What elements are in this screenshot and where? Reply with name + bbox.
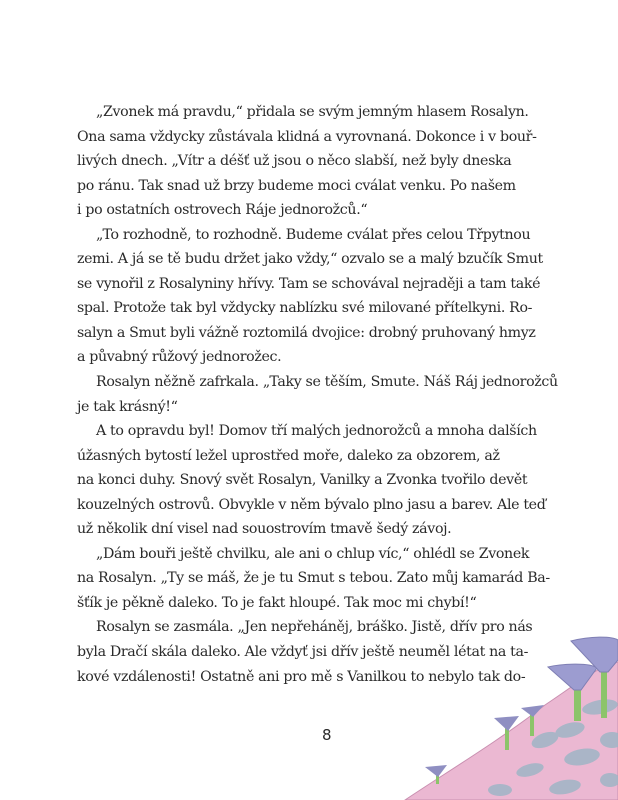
text-line: salyn a Smut byli vážně roztomilá dvojice: drobný pruhovaný hmyz	[77, 324, 536, 341]
paragraph	[77, 542, 550, 616]
book-text	[77, 100, 558, 689]
text-line: je tak krásný!“	[77, 398, 178, 415]
text-line: na Rosalyn. „Ty se máš, že je tu Smut s tebou. Zato můj kamarád Ba-	[77, 570, 550, 587]
text-line: livých dnech. „Vítr a déšť už jsou o něco slabší, než byly dneska	[77, 153, 512, 170]
text-line: „Zvonek má pravdu,“ přidala se svým jemným hlasem Rosalyn.	[96, 104, 529, 120]
text-line: Rosalyn se zasmála. „Jen nepřeháněj, bráško. Jistě, dřív pro nás	[96, 619, 533, 636]
text-line: „To rozhodně, to rozhodně. Budeme cválat přes celou Třpytnou	[96, 226, 531, 243]
paragraph	[77, 419, 546, 542]
text-line: spal. Protože tak byl vždycky nablízku své milované přítelkyni. Ro-	[77, 300, 533, 317]
text-line: zemi. A já se tě budu držet jako vždy,“ ozvalo se a malý bzučík Smut	[77, 251, 543, 268]
text-line: šťík je pěkně daleko. To je fakt hloupé. Tak moc mi chybí!“	[77, 594, 477, 611]
text-line: už několik dní visel nad souostrovím tmavě šedý závoj.	[77, 521, 452, 538]
page-number: 8	[322, 726, 332, 744]
text-line: Rosalyn něžně zafrkala. „Taky se těším, Smute. Náš Ráj jednorožců	[96, 374, 558, 391]
text-line: se vynořil z Rosalyniny hřívy. Tam se schovával nejraději a tam také	[77, 275, 541, 292]
paragraph	[77, 100, 537, 223]
text-line: „Dám bouři ještě chvilku, ale ani o chlup víc,“ ohlédl se Zvonek	[96, 545, 530, 562]
text-line: kouzelných ostrovů. Obvykle v něm bývalo plno jasu a barev. Ale teď	[77, 496, 546, 513]
text-line: kové vzdálenosti! Ostatně ani pro mě s Vanilkou to nebylo tak do-	[77, 668, 526, 685]
text-line: úžasných bytostí ležel uprostřed moře, daleko za obzorem, až	[77, 447, 500, 464]
text-line: a půvabný růžový jednorožec.	[77, 349, 282, 366]
text-line: byla Dračí skála daleko. Ale vždyť jsi dřív ještě neuměl létat na ta-	[77, 644, 529, 661]
text-line: Ona sama vždycky zůstávala klidná a vyrovnaná. Dokonce i v bouř-	[77, 128, 537, 145]
text-line: na konci duhy. Snový svět Rosalyn, Vanilky a Zvonka tvořilo devět	[77, 472, 528, 489]
paragraph	[77, 370, 558, 419]
text-line: i po ostatních ostrovech Ráje jednorožců.“	[77, 202, 368, 219]
paragraph	[77, 615, 533, 689]
text-line: A to opravdu byl! Domov tří malých jednorožců a mnoha dalších	[96, 423, 537, 440]
text-line: po ránu. Tak snad už brzy budeme moci cválat venku. Po našem	[77, 177, 516, 194]
paragraph	[77, 223, 543, 370]
